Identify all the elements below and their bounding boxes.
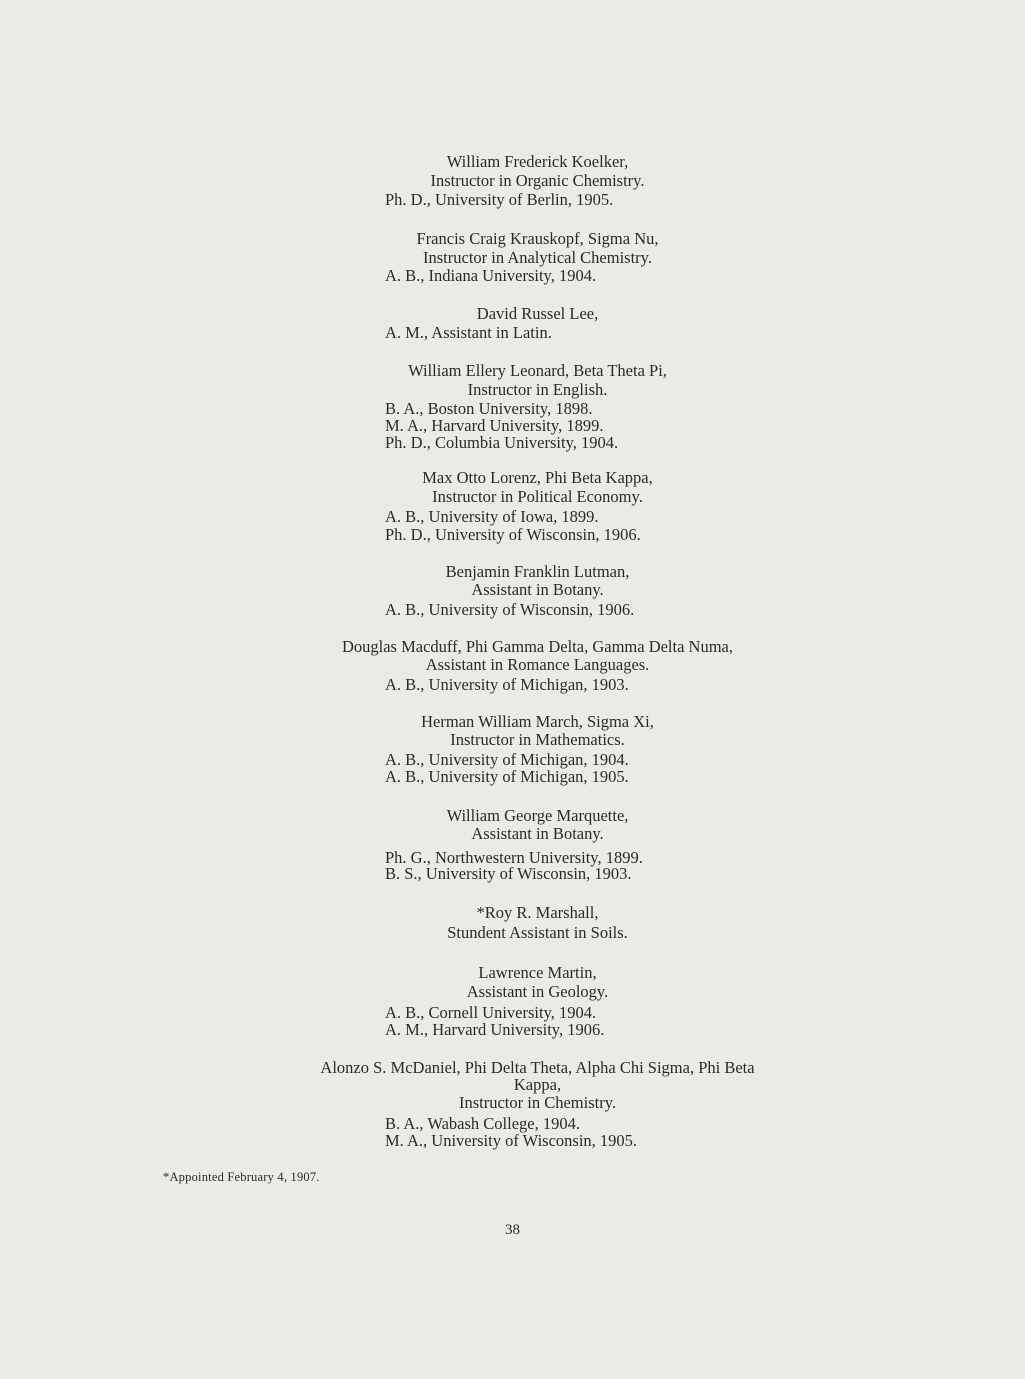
entry-heading: David Russel Lee, [476,304,599,323]
entry-degree: B. S., University of Wisconsin, 1903. [385,864,632,883]
page-number: 38 [505,1222,520,1238]
entry-position: Instructor in Mathematics. [450,730,625,749]
entry-degree: Ph. D., Columbia University, 1904. [385,433,619,452]
entry-degree: A. B., Indiana University, 1904. [385,266,597,285]
entry-position: Assistant in Romance Languages. [425,655,650,674]
entry-degree: Ph. D., University of Berlin, 1905. [385,190,614,209]
entry-degree: B. A., Boston University, 1898. [385,399,593,418]
entry-position: Instructor in Analytical Chemistry. [423,248,652,267]
entry-degree: B. A., Wabash College, 1904. [385,1114,580,1133]
entry-position: Instructor in Chemistry. [458,1093,617,1112]
entry-heading-continued: Kappa, [513,1075,562,1094]
entry-degree: A. B., Cornell University, 1904. [385,1003,597,1022]
entry-position: Instructor in English. [467,380,608,399]
entry-degree: A. B., University of Wisconsin, 1906. [385,600,635,619]
entry-degree: A. M., Harvard University, 1906. [385,1020,605,1039]
entry-heading: Herman William March, Sigma Xi, [421,712,654,731]
entry-heading: William Frederick Koelker, [446,152,629,171]
entry-position: Stundent Assistant in Soils. [447,923,628,942]
entry-degree: A. M., Assistant in Latin. [385,323,552,342]
entry-degree: A. B., University of Iowa, 1899. [385,507,599,526]
entry-position: Assistant in Botany. [471,580,604,599]
entry-degree: A. B., University of Michigan, 1905. [385,767,629,786]
entry-heading: Lawrence Martin, [478,963,597,982]
entry-heading: Max Otto Lorenz, Phi Beta Kappa, [422,468,653,487]
entry-degree: Ph. G., Northwestern University, 1899. [385,848,643,867]
entry-degree: M. A., Harvard University, 1899. [385,416,604,435]
entry-heading: Francis Craig Krauskopf, Sigma Nu, [416,229,659,248]
entry-heading: William George Marquette, [446,806,629,825]
entry-degree: Ph. D., University of Wisconsin, 1906. [385,525,641,544]
entry-position: Assistant in Geology. [466,982,609,1001]
entry-heading: William Ellery Leonard, Beta Theta Pi, [408,361,667,380]
entry-position: Instructor in Organic Chemistry. [430,171,645,190]
entry-degree: A. B., University of Michigan, 1904. [385,750,629,769]
entry-degree: A. B., University of Michigan, 1903. [385,675,629,694]
entry-degree: M. A., University of Wisconsin, 1905. [385,1131,638,1150]
footnote: *Appointed February 4, 1907. [163,1170,320,1184]
entry-heading: Benjamin Franklin Lutman, [445,562,630,581]
entry-heading: Alonzo S. McDaniel, Phi Delta Theta, Alpha Chi Sigma, Phi Beta [320,1058,755,1077]
entry-position: Assistant in Botany. [471,824,604,843]
entry-heading: Douglas Macduff, Phi Gamma Delta, Gamma Delta Numa, [341,637,733,656]
entry-position: Instructor in Political Economy. [432,487,643,506]
entry-heading: *Roy R. Marshall, [476,903,599,922]
